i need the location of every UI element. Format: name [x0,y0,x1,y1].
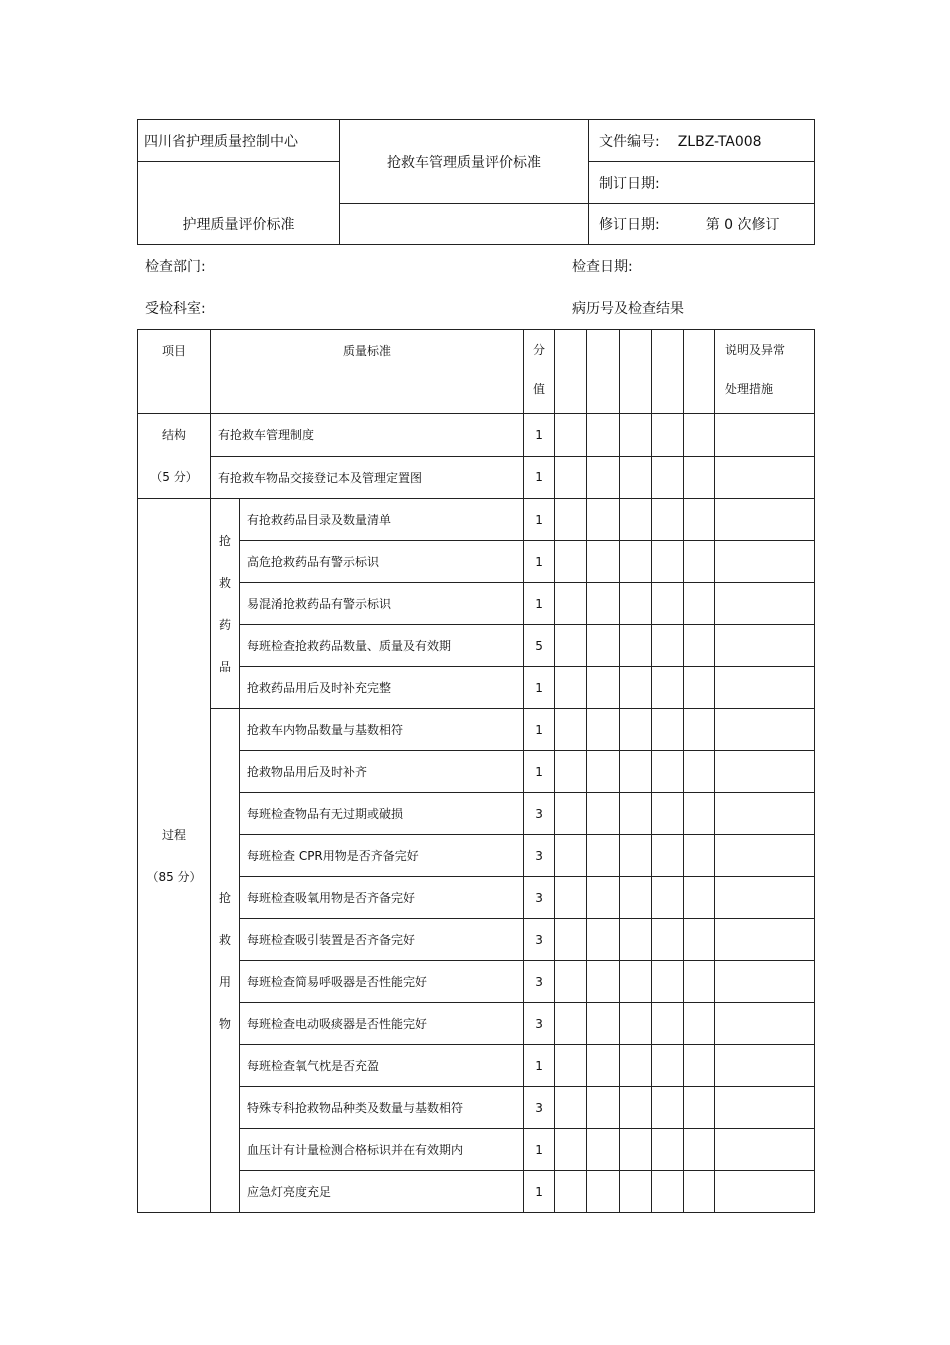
check-cell[interactable] [684,583,715,625]
table-row [138,919,815,961]
standard-text: 每班检查氧气枕是否充盈 [240,1045,524,1087]
standard-text: 抢救车内物品数量与基数相符 [240,709,524,751]
standard-text: 易混淆抢救药品有警示标识 [240,583,524,625]
supplies-group-label [211,709,240,1213]
record-col-4[interactable] [652,330,684,414]
standard-text: 每班检查吸引装置是否齐备完好 [240,919,524,961]
records-label: 病历号及检查结果 [572,301,684,317]
score-value: 1 [524,414,555,457]
standard-text: 高危抢救药品有警示标识 [240,541,524,583]
check-cell[interactable] [684,541,715,583]
check-cell[interactable] [652,1129,684,1171]
doc-number-value: ZLBZ-TA008 [677,133,762,150]
check-cell[interactable] [587,709,620,751]
table-row [138,1171,815,1213]
org-name: 四川省护理质量控制中心 [138,120,340,162]
check-cell[interactable] [555,709,587,751]
check-cell[interactable] [652,1087,684,1129]
score-value: 1 [524,583,555,625]
standard-text: 血压计有计量检测合格标识并在有效期内 [240,1129,524,1171]
note-cell[interactable] [715,835,815,877]
check-cell[interactable] [620,1003,652,1045]
check-cell[interactable] [587,835,620,877]
check-cell[interactable] [587,1129,620,1171]
table-row [138,1003,815,1045]
check-cell[interactable] [652,709,684,751]
table-row [138,793,815,835]
col-note-header-1: 说明及异常 [725,343,786,357]
check-cell[interactable] [587,414,620,457]
check-cell[interactable] [587,499,620,541]
drugs-label-char: 救 [218,575,231,590]
check-cell[interactable] [620,456,652,499]
check-cell[interactable] [684,877,715,919]
check-cell[interactable] [684,751,715,793]
inspect-dept-label: 检查部门: [145,259,206,275]
table-header-row [138,330,815,414]
check-cell[interactable] [587,961,620,1003]
table-row [138,541,815,583]
check-cell[interactable] [620,1045,652,1087]
check-cell[interactable] [587,667,620,709]
check-cell[interactable] [587,456,620,499]
revise-count: 第 0 次修订 [705,217,780,233]
check-cell[interactable] [684,414,715,457]
check-cell[interactable] [587,1003,620,1045]
check-cell[interactable] [587,919,620,961]
col-note-header-2: 处理措施 [725,382,774,396]
structure-score: （5 分） [150,470,198,484]
process-score: （85 分） [146,869,202,884]
col-score-header [524,330,555,414]
record-col-2[interactable] [587,330,620,414]
check-cell[interactable] [684,1045,715,1087]
check-cell[interactable] [620,667,652,709]
check-cell[interactable] [620,751,652,793]
revise-date [589,204,815,245]
col-score-header-2: 值 [533,382,546,396]
check-cell[interactable] [555,583,587,625]
process-name: 过程 [161,827,186,842]
check-cell[interactable] [555,919,587,961]
table-row [138,1045,815,1087]
check-cell[interactable] [652,751,684,793]
score-value: 1 [524,1045,555,1087]
note-cell[interactable] [715,1087,815,1129]
score-value: 3 [524,877,555,919]
supplies-label-char: 物 [218,1016,231,1031]
table-row [138,961,815,1003]
check-cell[interactable] [555,499,587,541]
check-cell[interactable] [587,877,620,919]
table-row [138,835,815,877]
check-cell[interactable] [684,919,715,961]
check-cell[interactable] [555,1003,587,1045]
check-cell[interactable] [587,625,620,667]
standard-text: 抢救物品用后及时补齐 [240,751,524,793]
standard-text: 抢救药品用后及时补充完整 [240,667,524,709]
check-cell[interactable] [555,1045,587,1087]
table-row [138,625,815,667]
check-cell[interactable] [684,835,715,877]
note-cell[interactable] [715,541,815,583]
check-cell[interactable] [652,793,684,835]
inspected-room-label: 受检科室: [145,301,206,317]
check-cell[interactable] [620,1171,652,1213]
score-value: 1 [524,1171,555,1213]
check-cell[interactable] [652,583,684,625]
check-cell[interactable] [684,1171,715,1213]
check-cell[interactable] [652,919,684,961]
check-cell[interactable] [684,1087,715,1129]
score-value: 1 [524,541,555,583]
check-cell[interactable] [555,456,587,499]
check-cell[interactable] [684,1129,715,1171]
supplies-label-char: 抢 [218,890,231,905]
note-cell[interactable] [715,1129,815,1171]
check-cell[interactable] [620,835,652,877]
score-value: 3 [524,1003,555,1045]
standard-text: 有抢救车管理制度 [211,414,524,457]
check-cell[interactable] [652,625,684,667]
col-note-header [715,330,815,414]
doc-title: 抢救车管理质量评价标准 [340,120,589,204]
check-cell[interactable] [587,541,620,583]
table-row [138,414,815,457]
drugs-label-char: 抢 [218,533,231,548]
table-row [138,709,815,751]
note-cell[interactable] [715,625,815,667]
note-cell[interactable] [715,499,815,541]
note-cell[interactable] [715,961,815,1003]
score-value: 3 [524,919,555,961]
score-value: 1 [524,456,555,499]
drugs-label-char: 药 [218,617,231,632]
supplies-label-char: 用 [218,974,231,989]
check-cell[interactable] [620,961,652,1003]
standard-text: 有抢救药品目录及数量清单 [240,499,524,541]
check-cell[interactable] [620,414,652,457]
doc-number-label: 文件编号: [599,133,660,150]
note-cell[interactable] [715,919,815,961]
note-cell[interactable] [715,709,815,751]
evaluation-table [137,329,815,1213]
note-cell[interactable] [715,1171,815,1213]
col-standard-header: 质量标准 [211,330,524,414]
col-item-header: 项目 [138,330,211,414]
table-row [138,1087,815,1129]
table-row [138,456,815,499]
check-cell[interactable] [652,1171,684,1213]
table-row [138,667,815,709]
record-col-5[interactable] [684,330,715,414]
table-row [138,499,815,541]
standard-text: 每班检查简易呼吸器是否性能完好 [240,961,524,1003]
note-cell[interactable] [715,583,815,625]
standard-text: 每班检查抢救药品数量、质量及有效期 [240,625,524,667]
check-cell[interactable] [555,1171,587,1213]
title-cell-bottom [340,204,589,245]
score-value: 1 [524,709,555,751]
check-cell[interactable] [587,751,620,793]
check-cell[interactable] [587,1045,620,1087]
check-cell[interactable] [684,1003,715,1045]
score-value: 3 [524,835,555,877]
structure-category [138,414,211,499]
check-cell[interactable] [620,793,652,835]
col-score-header-1: 分 [533,343,546,357]
check-cell[interactable] [555,625,587,667]
check-cell[interactable] [555,961,587,1003]
check-cell[interactable] [620,499,652,541]
check-cell[interactable] [684,456,715,499]
score-value: 3 [524,1087,555,1129]
score-value: 3 [524,793,555,835]
check-cell[interactable] [652,1003,684,1045]
check-cell[interactable] [555,541,587,583]
check-cell[interactable] [555,793,587,835]
check-cell[interactable] [555,1129,587,1171]
check-cell[interactable] [652,835,684,877]
check-cell[interactable] [555,414,587,457]
table-row [138,583,815,625]
check-cell[interactable] [684,499,715,541]
standard-text: 特殊专科抢救物品种类及数量与基数相符 [240,1087,524,1129]
check-cell[interactable] [555,835,587,877]
check-cell[interactable] [555,1087,587,1129]
score-value: 3 [524,961,555,1003]
check-cell[interactable] [652,1045,684,1087]
note-cell[interactable] [715,1045,815,1087]
process-category [138,499,211,1213]
score-value: 1 [524,667,555,709]
check-cell[interactable] [652,541,684,583]
check-cell[interactable] [587,1171,620,1213]
revise-date-label: 修订日期: [599,217,660,233]
note-cell[interactable] [715,456,815,499]
drugs-label-char: 品 [218,659,231,674]
table-row [138,1129,815,1171]
made-date-label: 制订日期: [589,162,815,204]
score-value: 1 [524,751,555,793]
note-cell[interactable] [715,667,815,709]
note-cell[interactable] [715,1003,815,1045]
check-cell[interactable] [587,793,620,835]
check-cell[interactable] [620,919,652,961]
standard-text: 每班检查电动吸痰器是否性能完好 [240,1003,524,1045]
note-cell[interactable] [715,751,815,793]
note-cell[interactable] [715,877,815,919]
score-value: 1 [524,499,555,541]
standard-text: 每班检查 CPR用物是否齐备完好 [240,835,524,877]
table-row [138,751,815,793]
check-cell[interactable] [652,456,684,499]
doc-subtitle: 护理质量评价标准 [138,162,340,245]
check-cell[interactable] [555,877,587,919]
record-col-1[interactable] [555,330,587,414]
standard-text: 应急灯亮度充足 [240,1171,524,1213]
standard-text: 有抢救车物品交接登记本及管理定置图 [211,456,524,499]
table-row [138,877,815,919]
standard-text: 每班检查吸氧用物是否齐备完好 [240,877,524,919]
record-col-3[interactable] [620,330,652,414]
check-cell[interactable] [587,1087,620,1129]
check-cell[interactable] [620,583,652,625]
check-cell[interactable] [652,961,684,1003]
check-cell[interactable] [620,625,652,667]
supplies-label-char: 救 [218,932,231,947]
score-value: 5 [524,625,555,667]
check-cell[interactable] [652,877,684,919]
note-cell[interactable] [715,793,815,835]
check-cell[interactable] [620,709,652,751]
check-cell[interactable] [684,793,715,835]
check-cell[interactable] [652,499,684,541]
check-cell[interactable] [620,1087,652,1129]
check-cell[interactable] [620,1129,652,1171]
note-cell[interactable] [715,414,815,457]
check-cell[interactable] [684,667,715,709]
check-cell[interactable] [684,625,715,667]
check-cell[interactable] [684,709,715,751]
drugs-group-label [211,499,240,709]
check-cell[interactable] [652,414,684,457]
score-value: 1 [524,1129,555,1171]
check-cell[interactable] [684,961,715,1003]
check-cell[interactable] [555,667,587,709]
check-cell[interactable] [555,751,587,793]
structure-name: 结构 [161,428,186,442]
check-cell[interactable] [620,877,652,919]
check-cell[interactable] [620,541,652,583]
doc-number [589,120,815,162]
header-table [137,119,815,245]
standard-text: 每班检查物品有无过期或破损 [240,793,524,835]
check-cell[interactable] [587,583,620,625]
check-cell[interactable] [652,667,684,709]
inspect-date-label: 检查日期: [572,259,633,275]
